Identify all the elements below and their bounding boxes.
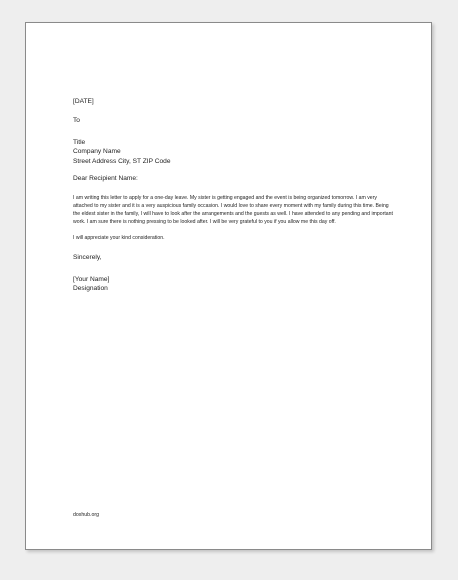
recipient-title: Title	[73, 138, 86, 146]
recipient-company: Company Name	[73, 148, 121, 156]
letter-to-label: To	[73, 117, 80, 125]
letter-date: [DATE]	[73, 98, 94, 105]
closing: Sincerely,	[73, 253, 102, 261]
paragraph-closing-note: I will appreciate your kind consideration.	[73, 234, 165, 241]
recipient-address: Street Address City, ST ZIP Code	[73, 157, 171, 165]
letter-body	[73, 97, 396, 294]
recipient-block	[73, 138, 396, 166]
signature-block	[73, 275, 396, 294]
footer-site: doxhub.org	[73, 512, 99, 518]
paragraph-main: I am writing this letter to apply for a one-day leave. My sister is getting engaged and the event is being organized tomorrow. I am very attached to my sister and it is a very auspicious family occasion. I would love to share every moment with my family during this time. Being the eldest sister in the family, I will have to look after the arrangements and the guests as well. I have attended to any pending and important work. I am sure there is nothing pressing to be looked after. I will be very grateful to you if you allow me this day off.	[73, 195, 393, 225]
sender-designation: Designation	[73, 285, 108, 293]
document-page	[25, 22, 432, 550]
sender-name: [Your Name]	[73, 276, 110, 284]
salutation: Dear Recipient Name:	[73, 175, 138, 183]
